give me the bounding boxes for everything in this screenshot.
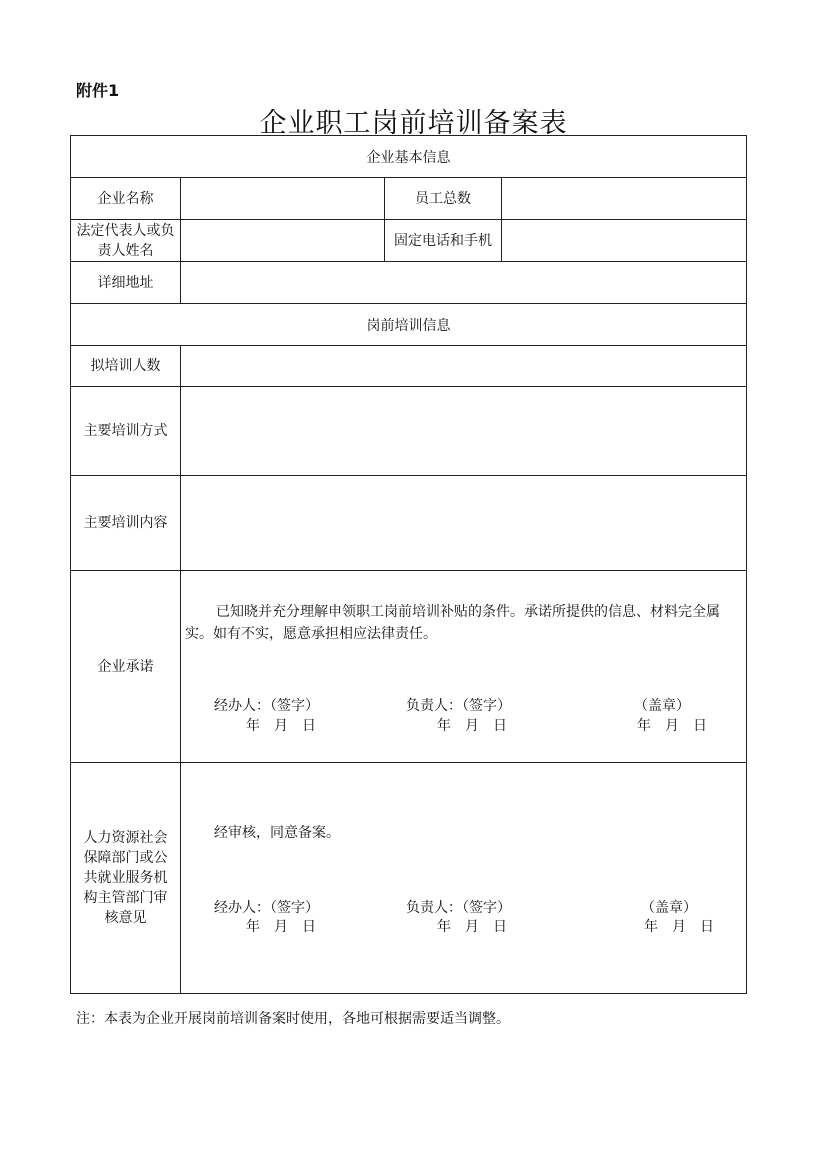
review-label: 人力资源社会保障部门或公共就业服务机构主管部门审核意见: [71, 763, 181, 994]
footnote: 注：本表为企业开展岗前培训备案时使用，各地可根据需要适当调整。: [76, 1011, 510, 1027]
company-name-label: 企业名称: [71, 178, 181, 220]
training-content-label: 主要培训内容: [71, 476, 181, 571]
employee-total-label: 员工总数: [385, 178, 502, 220]
seal-date: 年 月 日: [637, 718, 707, 734]
form-title: 企业职工岗前培训备案表: [259, 108, 568, 139]
commitment-cell: [181, 571, 747, 763]
review-handler-date: 年 月 日: [246, 919, 316, 935]
section-basic-info: 企业基本信息: [71, 136, 747, 178]
phone-label: 固定电话和手机: [385, 220, 502, 262]
trainee-count-label: 拟培训人数: [71, 346, 181, 387]
handler-signature: 经办人：（签字）: [214, 698, 319, 714]
legal-rep-field[interactable]: [181, 220, 385, 262]
training-method-label: 主要培训方式: [71, 387, 181, 476]
training-content-field[interactable]: [181, 476, 747, 571]
responsible-signature: 负责人：（签字）: [406, 698, 511, 714]
trainee-count-field[interactable]: [181, 346, 747, 387]
seal-label: （盖章）: [634, 698, 690, 714]
training-method-field[interactable]: [181, 387, 747, 476]
review-cell: [181, 763, 747, 994]
legal-rep-label: 法定代表人或负责人姓名: [71, 220, 181, 262]
section-training-info: 岗前培训信息: [71, 304, 747, 346]
attachment-label: 附件1: [76, 81, 120, 100]
filing-form-table: [70, 135, 747, 994]
review-responsible-date: 年 月 日: [437, 919, 507, 935]
review-seal-label: （盖章）: [641, 900, 697, 916]
review-handler-signature: 经办人：（签字）: [214, 900, 319, 916]
commitment-label: 企业承诺: [71, 571, 181, 763]
phone-field[interactable]: [502, 220, 747, 262]
review-responsible-signature: 负责人：（签字）: [406, 900, 511, 916]
employee-total-field[interactable]: [502, 178, 747, 220]
review-text: 经审核，同意备案。: [214, 825, 340, 841]
handler-date: 年 月 日: [246, 718, 316, 734]
responsible-date: 年 月 日: [437, 718, 507, 734]
commitment-text: 已知晓并充分理解申领职工岗前培训补贴的条件。承诺所提供的信息、材料完全属实。如有不实，愿意承担相应法律责任。: [185, 604, 720, 642]
address-field[interactable]: [181, 262, 747, 304]
address-label: 详细地址: [71, 262, 181, 304]
review-seal-date: 年 月 日: [644, 919, 714, 935]
company-name-field[interactable]: [181, 178, 385, 220]
